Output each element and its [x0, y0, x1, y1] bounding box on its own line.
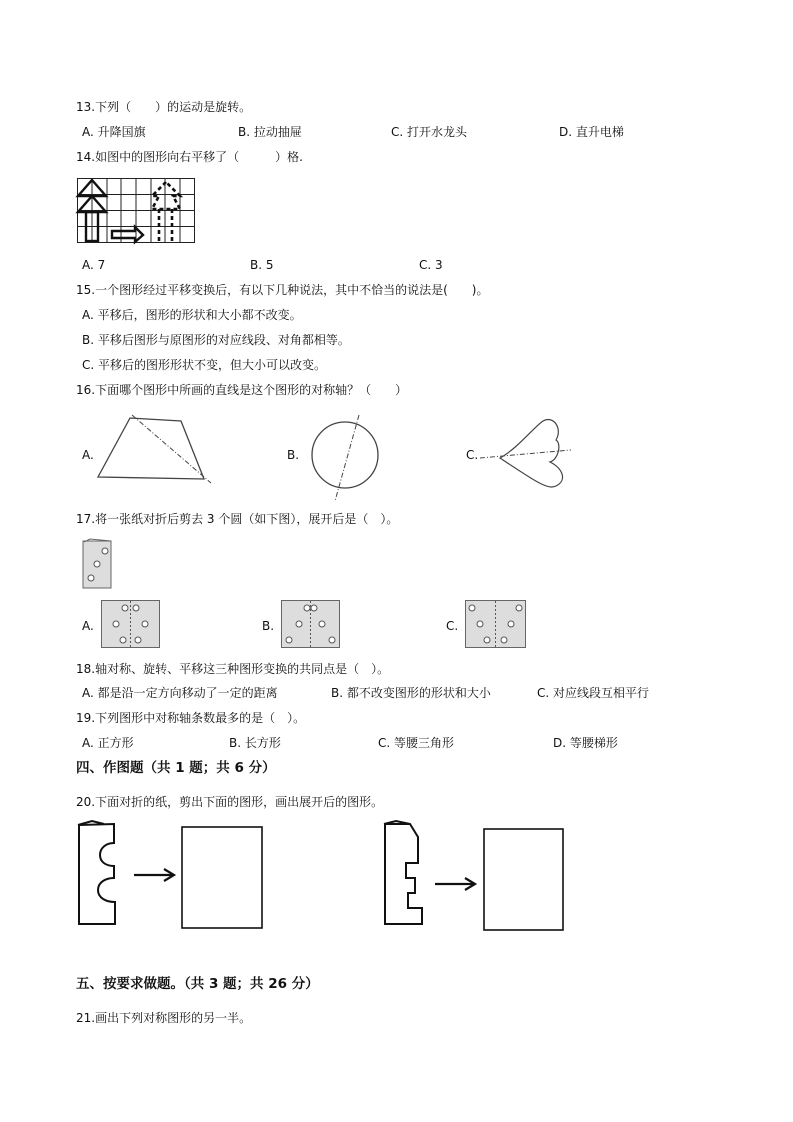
q17-option-b: B. — [262, 619, 275, 633]
heart-figure — [478, 418, 573, 490]
q14-option-c: C. 3 — [419, 258, 443, 272]
q13-option-a: A. 升降国旗 — [82, 125, 146, 139]
q14-grid-figure — [77, 178, 197, 244]
section-5-heading: 五、按要求做题。（共 3 题；共 26 分） — [76, 976, 319, 992]
q13-stem: 13.下列（ ）的运动是旋转。 — [76, 100, 252, 114]
unfolded-paper-c — [465, 600, 527, 650]
circle-figure — [305, 413, 385, 503]
q20-figure-right — [380, 820, 570, 932]
q16-option-a: A. — [82, 448, 94, 462]
q14-stem: 14.如图中的图形向右平移了（ ）格. — [76, 150, 303, 164]
q17-option-a: A. — [82, 619, 94, 633]
unfolded-paper-a — [101, 600, 161, 650]
q16-stem: 16.下面哪个图形中所画的直线是这个图形的对称轴？（ ） — [76, 383, 408, 397]
q16-option-c: C. — [466, 448, 479, 462]
q17-option-c: C. — [446, 619, 459, 633]
trapezoid-figure — [96, 413, 216, 483]
q18-option-a: A. 都是沿一定方向移动了一定的距离 — [82, 686, 278, 700]
section-4-heading: 四、作图题（共 1 题；共 6 分） — [76, 760, 276, 776]
q18-stem: 18.轴对称、旋转、平移这三种图形变换的共同点是（ ）。 — [76, 662, 390, 676]
q16-option-b: B. — [287, 448, 300, 462]
q15-stem: 15.一个图形经过平移变换后，有以下几种说法，其中不恰当的说法是( )。 — [76, 283, 489, 297]
q21-stem: 21.画出下列对称图形的另一半。 — [76, 1011, 252, 1025]
q14-option-a: A. 7 — [82, 258, 106, 272]
q19-stem: 19.下列图形中对称轴条数最多的是（ ）。 — [76, 711, 306, 725]
q20-figure-left — [76, 820, 266, 932]
translated-tree-top — [152, 182, 180, 209]
q18-option-c: C. 对应线段互相平行 — [537, 686, 650, 700]
q20-stem: 20.下面对折的纸，剪出下面的图形，画出展开后的图形。 — [76, 795, 384, 809]
q13-option-c: C. 打开水龙头 — [391, 125, 468, 139]
folded-paper-figure — [82, 538, 114, 590]
q13-option-d: D. 直升电梯 — [559, 125, 624, 139]
q19-option-b: B. 长方形 — [229, 736, 281, 750]
q15-option-a: A. 平移后，图形的形状和大小都不改变。 — [82, 308, 302, 322]
q13-option-b: B. 拉动抽屉 — [238, 125, 302, 139]
q19-option-c: C. 等腰三角形 — [378, 736, 455, 750]
q15-option-c: C. 平移后的图形形状不变，但大小可以改变。 — [82, 358, 327, 372]
unfolded-paper-b — [281, 600, 341, 650]
q18-option-b: B. 都不改变图形的形状和大小 — [331, 686, 491, 700]
q19-option-d: D. 等腰梯形 — [553, 736, 618, 750]
q19-option-a: A. 正方形 — [82, 736, 134, 750]
q17-stem: 17.将一张纸对折后剪去 3 个圆（如下图），展开后是（ ）。 — [76, 512, 399, 526]
q14-option-b: B. 5 — [250, 258, 274, 272]
q15-option-b: B. 平移后图形与原图形的对应线段、对角都相等。 — [82, 333, 350, 347]
right-arrow-icon — [112, 227, 143, 242]
